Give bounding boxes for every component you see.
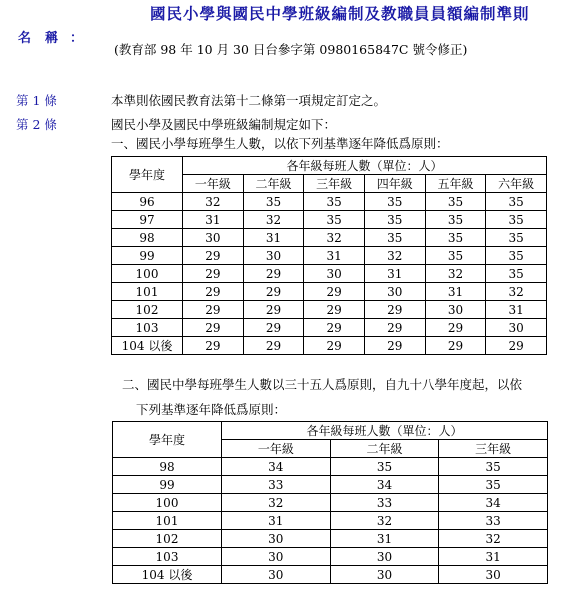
table-row xyxy=(113,530,548,548)
value-cell: 30 xyxy=(183,229,244,247)
amendment-note: (教育部 98 年 10 月 30 日台參字第 0980165847C 號令修正) xyxy=(114,42,468,57)
value-cell: 32 xyxy=(304,229,365,247)
article-1-number[interactable]: 第 1 條 xyxy=(16,93,57,108)
junior-high-class-size-table xyxy=(112,421,548,584)
value-cell: 35 xyxy=(304,193,365,211)
value-cell: 31 xyxy=(304,247,365,265)
value-cell: 35 xyxy=(364,229,425,247)
regulation-title: 國民小學與國民中學班級編制及教職員員額編制準則 xyxy=(150,4,530,23)
year-cell: 99 xyxy=(112,247,183,265)
value-cell: 30 xyxy=(222,548,331,566)
value-cell: 31 xyxy=(330,530,439,548)
name-label: 名稱 xyxy=(18,31,73,46)
year-cell: 100 xyxy=(112,265,183,283)
grade-header: 三年級 xyxy=(304,175,365,193)
value-cell: 29 xyxy=(425,337,486,355)
year-header: 學年度 xyxy=(113,422,222,458)
value-cell: 32 xyxy=(243,211,304,229)
value-cell: 32 xyxy=(439,530,548,548)
elementary-class-size-table xyxy=(111,156,547,355)
table-row xyxy=(113,494,548,512)
grade-header: 一年級 xyxy=(183,175,244,193)
article-2-text: 國民小學及國民中學班級編制規定如下： xyxy=(111,117,337,132)
value-cell: 30 xyxy=(425,301,486,319)
year-cell: 98 xyxy=(112,229,183,247)
value-cell: 30 xyxy=(330,548,439,566)
value-cell: 31 xyxy=(439,548,548,566)
value-cell: 29 xyxy=(243,319,304,337)
table-row xyxy=(112,319,547,337)
table-row xyxy=(112,337,547,355)
year-cell: 100 xyxy=(113,494,222,512)
value-cell: 33 xyxy=(222,476,331,494)
year-cell: 104 以後 xyxy=(113,566,222,584)
article-2-number[interactable]: 第 2 條 xyxy=(16,117,57,132)
value-cell: 35 xyxy=(364,211,425,229)
year-cell: 97 xyxy=(112,211,183,229)
value-cell: 29 xyxy=(183,247,244,265)
value-cell: 31 xyxy=(486,301,547,319)
table-row xyxy=(112,265,547,283)
value-cell: 35 xyxy=(486,229,547,247)
value-cell: 35 xyxy=(364,193,425,211)
value-cell: 31 xyxy=(425,283,486,301)
group-header: 各年級每班人數（單位：人） xyxy=(222,422,548,440)
value-cell: 29 xyxy=(486,337,547,355)
value-cell: 35 xyxy=(486,193,547,211)
value-cell: 29 xyxy=(364,319,425,337)
item-2-text-line1: 二、國民中學每班學生人數以三十五人爲原則，自九十八學年度起，以依 xyxy=(122,377,523,392)
value-cell: 29 xyxy=(425,319,486,337)
value-cell: 32 xyxy=(364,247,425,265)
value-cell: 30 xyxy=(439,566,548,584)
table-row xyxy=(113,476,548,494)
value-cell: 29 xyxy=(243,301,304,319)
table-row xyxy=(112,193,547,211)
value-cell: 31 xyxy=(183,211,244,229)
value-cell: 32 xyxy=(330,512,439,530)
value-cell: 29 xyxy=(364,337,425,355)
year-cell: 102 xyxy=(113,530,222,548)
table-row xyxy=(113,566,548,584)
value-cell: 35 xyxy=(486,247,547,265)
grade-header: 二年級 xyxy=(243,175,304,193)
year-cell: 104 以後 xyxy=(112,337,183,355)
value-cell: 29 xyxy=(183,265,244,283)
table-row xyxy=(112,211,547,229)
value-cell: 34 xyxy=(222,458,331,476)
value-cell: 30 xyxy=(222,530,331,548)
value-cell: 29 xyxy=(304,301,365,319)
value-cell: 35 xyxy=(243,193,304,211)
table-row xyxy=(112,229,547,247)
table-row xyxy=(113,458,548,476)
value-cell: 34 xyxy=(330,476,439,494)
value-cell: 29 xyxy=(183,301,244,319)
value-cell: 29 xyxy=(304,337,365,355)
value-cell: 29 xyxy=(304,283,365,301)
table-row xyxy=(113,512,548,530)
year-cell: 103 xyxy=(112,319,183,337)
value-cell: 35 xyxy=(425,229,486,247)
value-cell: 32 xyxy=(222,494,331,512)
grade-header: 六年級 xyxy=(486,175,547,193)
value-cell: 35 xyxy=(439,476,548,494)
value-cell: 35 xyxy=(425,247,486,265)
item-1-text: 一、國民小學每班學生人數，以依下列基準逐年降低爲原則： xyxy=(111,136,449,151)
value-cell: 29 xyxy=(183,337,244,355)
value-cell: 35 xyxy=(425,193,486,211)
name-colon: ： xyxy=(70,31,84,46)
value-cell: 30 xyxy=(330,566,439,584)
value-cell: 31 xyxy=(243,229,304,247)
grade-header: 四年級 xyxy=(364,175,425,193)
year-cell: 96 xyxy=(112,193,183,211)
group-header: 各年級每班人數（單位：人） xyxy=(183,157,547,175)
value-cell: 35 xyxy=(330,458,439,476)
table-row xyxy=(112,283,547,301)
value-cell: 35 xyxy=(304,211,365,229)
value-cell: 30 xyxy=(486,319,547,337)
value-cell: 30 xyxy=(222,566,331,584)
value-cell: 29 xyxy=(243,265,304,283)
value-cell: 32 xyxy=(486,283,547,301)
value-cell: 33 xyxy=(439,512,548,530)
table-row xyxy=(112,301,547,319)
value-cell: 29 xyxy=(183,319,244,337)
value-cell: 31 xyxy=(364,265,425,283)
value-cell: 34 xyxy=(439,494,548,512)
value-cell: 32 xyxy=(183,193,244,211)
value-cell: 35 xyxy=(486,211,547,229)
year-cell: 103 xyxy=(113,548,222,566)
table-row xyxy=(113,548,548,566)
year-cell: 99 xyxy=(113,476,222,494)
value-cell: 30 xyxy=(243,247,304,265)
value-cell: 33 xyxy=(330,494,439,512)
year-cell: 101 xyxy=(113,512,222,530)
value-cell: 29 xyxy=(364,301,425,319)
value-cell: 35 xyxy=(486,265,547,283)
value-cell: 29 xyxy=(183,283,244,301)
item-2-text-line2: 下列基準逐年降低爲原則： xyxy=(136,402,287,417)
value-cell: 30 xyxy=(304,265,365,283)
year-cell: 102 xyxy=(112,301,183,319)
value-cell: 29 xyxy=(304,319,365,337)
value-cell: 35 xyxy=(425,211,486,229)
year-cell: 101 xyxy=(112,283,183,301)
grade-header: 三年級 xyxy=(439,440,548,458)
article-1-text: 本準則依國民教育法第十二條第一項規定訂定之。 xyxy=(111,93,387,108)
year-cell: 98 xyxy=(113,458,222,476)
grade-header: 一年級 xyxy=(222,440,331,458)
value-cell: 29 xyxy=(243,337,304,355)
value-cell: 30 xyxy=(364,283,425,301)
value-cell: 29 xyxy=(243,283,304,301)
value-cell: 32 xyxy=(425,265,486,283)
table-row xyxy=(112,247,547,265)
value-cell: 31 xyxy=(222,512,331,530)
year-header: 學年度 xyxy=(112,157,183,193)
grade-header: 二年級 xyxy=(330,440,439,458)
grade-header: 五年級 xyxy=(425,175,486,193)
value-cell: 35 xyxy=(439,458,548,476)
